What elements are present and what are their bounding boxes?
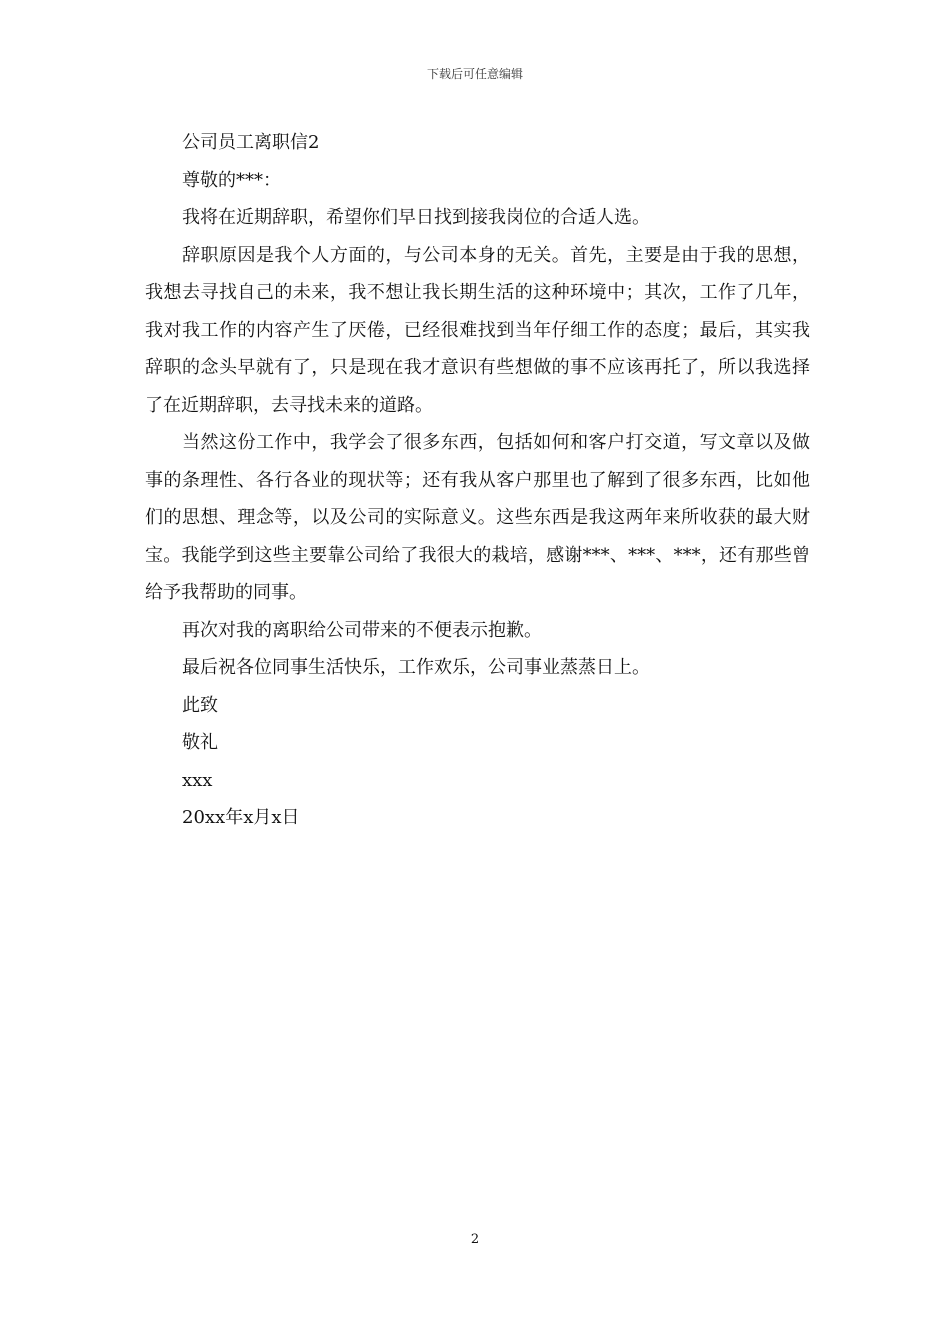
letter-title: 公司员工离职信2	[182, 132, 320, 153]
letter-paragraph: 再次对我的离职给公司带来的不便表示抱歉。	[182, 619, 542, 641]
letter-paragraph: 我将在近期辞职，希望你们早日找到接我岗位的合适人选。	[182, 207, 650, 228]
letter-body	[145, 124, 810, 837]
letter-signature: xxx	[182, 769, 213, 791]
page-number	[0, 1232, 950, 1248]
header-note: 下载后可任意编辑	[426, 67, 523, 81]
page-number-text: 2	[470, 1232, 480, 1247]
letter-date: 20xx年x月x日	[182, 807, 300, 828]
letter-paragraph: 辞职原因是我个人方面的，与公司本身的无关。首先，主要是由于我的思想，我想去寻找自己的未来，我不想让我长期生活的这种环境中；其次，工作了几年，我对我工作的内容产生了厌倦，已经很难找到当年仔细工作的态度；最后，其实我辞职的念头早就有了，只是现在我才意识有些想做的事不应该再托了，所以我选择了在近期辞职，去寻找未来的道路。	[145, 244, 810, 416]
letter-paragraph: 当然这份工作中，我学会了很多东西，包括如何和客户打交道，写文章以及做事的条理性、各行各业的现状等；还有我从客户那里也了解到了很多东西，比如他们的思想、理念等，以及公司的实际意义。这些东西是我这两年来所收获的最大财宝。我能学到这些主要靠公司给了我很大的栽培，感谢***、***、***，还有那些曾给予我帮助的同事。	[145, 432, 810, 603]
letter-closing-2: 敬礼	[182, 732, 218, 753]
letter-paragraph: 最后祝各位同事生活快乐，工作欢乐，公司事业蒸蒸日上。	[182, 657, 650, 678]
letter-salutation: 尊敬的***：	[182, 169, 281, 191]
page-header	[0, 66, 950, 82]
letter-closing-1: 此致	[182, 694, 218, 716]
